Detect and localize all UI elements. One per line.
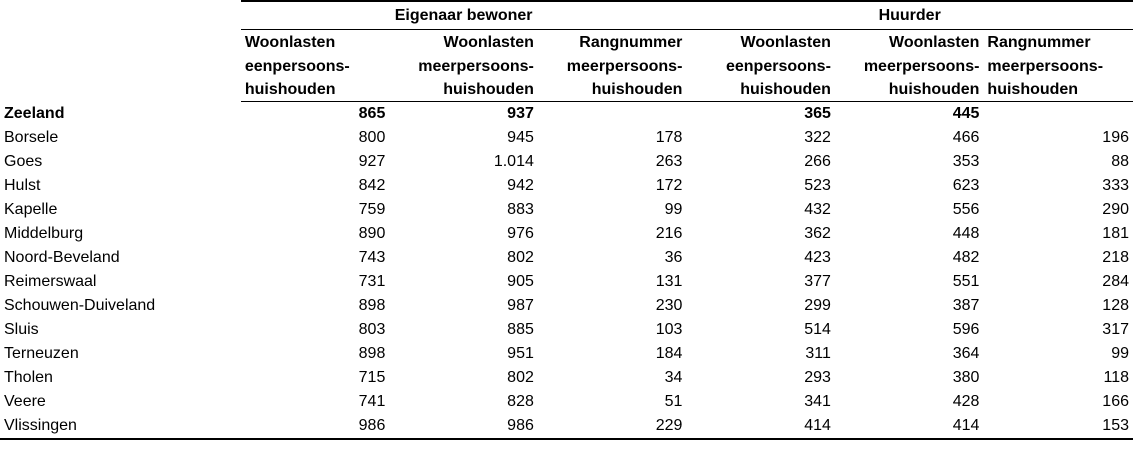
table-cell: 759 bbox=[358, 201, 386, 218]
row-label: Sluis bbox=[4, 321, 39, 338]
table-cell: 556 bbox=[952, 201, 980, 218]
table-cell: 216 bbox=[655, 225, 683, 242]
table-cell: 1.014 bbox=[493, 153, 534, 170]
table-cell: 898 bbox=[358, 297, 386, 314]
table-cell: 428 bbox=[952, 393, 980, 410]
table-cell: 88 bbox=[1111, 153, 1129, 170]
table-cell: 293 bbox=[804, 369, 831, 386]
total-row bbox=[0, 102, 1133, 127]
table-cell: 128 bbox=[1102, 297, 1129, 314]
col-header: huishouden bbox=[686, 78, 835, 102]
table-cell: 842 bbox=[358, 177, 386, 194]
table-cell: 333 bbox=[1102, 177, 1129, 194]
corner-cell bbox=[0, 1, 241, 30]
table-cell: 341 bbox=[804, 393, 831, 410]
table-row bbox=[0, 294, 1133, 318]
table-cell: 380 bbox=[952, 369, 980, 386]
table-cell: 387 bbox=[952, 297, 980, 314]
table-row bbox=[0, 270, 1133, 294]
row-label: Veere bbox=[4, 393, 46, 410]
table-cell: 266 bbox=[804, 153, 831, 170]
table-cell: 890 bbox=[358, 225, 386, 242]
table-cell: 715 bbox=[358, 369, 386, 386]
table-cell: 743 bbox=[358, 249, 386, 266]
table-cell: 299 bbox=[804, 297, 831, 314]
table-header bbox=[0, 1, 1133, 102]
table-cell: 596 bbox=[952, 321, 980, 338]
col-header: meerpersoons- bbox=[566, 57, 683, 75]
row-label: Schouwen-Duiveland bbox=[4, 297, 156, 314]
col-header: Woonlasten bbox=[740, 33, 831, 51]
table-cell: 937 bbox=[507, 105, 534, 122]
table-cell: 34 bbox=[664, 369, 683, 386]
table-row bbox=[0, 390, 1133, 414]
table-cell: 945 bbox=[507, 129, 534, 146]
row-label: Reimerswaal bbox=[4, 273, 97, 290]
table-cell: 448 bbox=[952, 225, 980, 242]
col-header: huishouden bbox=[835, 78, 984, 102]
col-header: Rangnummer bbox=[987, 33, 1091, 51]
table-cell: 290 bbox=[1102, 201, 1129, 218]
table-cell: 942 bbox=[507, 177, 534, 194]
table-cell: 927 bbox=[358, 153, 386, 170]
table-cell: 311 bbox=[805, 345, 831, 362]
table-cell: 423 bbox=[804, 249, 831, 266]
table-cell: 731 bbox=[358, 273, 386, 290]
table-cell: 181 bbox=[1102, 225, 1129, 242]
table-cell: 987 bbox=[507, 297, 534, 314]
row-label: Hulst bbox=[4, 177, 41, 194]
table-cell: 131 bbox=[655, 273, 683, 290]
table-cell: 317 bbox=[1102, 321, 1129, 338]
table-cell: 523 bbox=[804, 177, 831, 194]
group-renter: Huurder bbox=[686, 1, 1133, 30]
table-cell: 184 bbox=[655, 345, 683, 362]
table-cell: 802 bbox=[507, 369, 534, 386]
table-cell: 514 bbox=[804, 321, 831, 338]
table-cell: 153 bbox=[983, 414, 1133, 439]
col-header: eenpersoons- bbox=[244, 57, 350, 75]
row-label: Zeeland bbox=[4, 104, 65, 122]
table-cell: 263 bbox=[655, 153, 683, 170]
table-cell: 885 bbox=[507, 321, 534, 338]
col-header: huishouden bbox=[983, 78, 1133, 102]
row-label: Kapelle bbox=[4, 201, 58, 218]
table-cell: 322 bbox=[804, 129, 831, 146]
col-header: huishouden bbox=[389, 78, 538, 102]
table-cell: 482 bbox=[952, 249, 980, 266]
table-row bbox=[0, 414, 1133, 439]
table-cell: 905 bbox=[507, 273, 534, 290]
table-cell: 365 bbox=[804, 105, 831, 122]
table-row bbox=[0, 366, 1133, 390]
table-cell: 802 bbox=[507, 249, 534, 266]
table-cell: 364 bbox=[952, 345, 980, 362]
col-header: Woonlasten bbox=[443, 33, 534, 51]
table-cell: 898 bbox=[358, 345, 386, 362]
table-cell: 172 bbox=[655, 177, 683, 194]
table-cell: 986 bbox=[241, 414, 390, 439]
table-cell: 445 bbox=[952, 105, 980, 122]
table-cell: 883 bbox=[507, 201, 534, 218]
col-header: meerpersoons- bbox=[418, 57, 534, 75]
table-row bbox=[0, 318, 1133, 342]
row-label: Terneuzen bbox=[4, 345, 79, 362]
table-cell: 623 bbox=[952, 177, 980, 194]
group-owner: Eigenaar bewoner bbox=[241, 1, 687, 30]
table-cell bbox=[538, 102, 687, 127]
table-cell: 103 bbox=[655, 321, 683, 338]
col-header: eenpersoons- bbox=[725, 57, 831, 75]
row-label: Vlissingen bbox=[0, 414, 241, 439]
col-header: Woonlasten bbox=[244, 33, 336, 51]
row-label: Borsele bbox=[4, 129, 59, 146]
table-cell: 99 bbox=[1111, 345, 1129, 362]
table-cell bbox=[983, 102, 1133, 127]
table-cell: 414 bbox=[686, 414, 835, 439]
table-cell: 551 bbox=[952, 273, 980, 290]
col-header: meerpersoons- bbox=[987, 57, 1104, 75]
table-cell: 230 bbox=[655, 297, 683, 314]
row-label: Middelburg bbox=[4, 225, 84, 242]
table-cell: 828 bbox=[507, 393, 534, 410]
table-row bbox=[0, 150, 1133, 174]
table-cell: 986 bbox=[389, 414, 538, 439]
table-cell: 377 bbox=[804, 273, 831, 290]
table-cell: 741 bbox=[358, 393, 386, 410]
table-body bbox=[0, 102, 1133, 440]
table-row bbox=[0, 246, 1133, 270]
table-cell: 362 bbox=[804, 225, 831, 242]
table-cell: 466 bbox=[952, 129, 980, 146]
table-cell: 800 bbox=[358, 129, 386, 146]
table-cell: 166 bbox=[1102, 393, 1129, 410]
sub-header-row-3 bbox=[0, 78, 1133, 102]
table-cell: 803 bbox=[358, 321, 386, 338]
table-cell: 99 bbox=[664, 201, 683, 218]
col-header: meerpersoons- bbox=[863, 57, 980, 75]
sub-header-row-1 bbox=[0, 30, 1133, 54]
table-cell: 976 bbox=[507, 225, 534, 242]
table-row bbox=[0, 198, 1133, 222]
table-cell: 951 bbox=[507, 345, 534, 362]
table-cell: 414 bbox=[835, 414, 984, 439]
col-header: huishouden bbox=[241, 78, 390, 102]
row-label: Tholen bbox=[4, 369, 53, 386]
table-cell: 229 bbox=[538, 414, 687, 439]
table-cell: 178 bbox=[655, 129, 683, 146]
table-cell: 196 bbox=[1102, 129, 1129, 146]
table-row bbox=[0, 126, 1133, 150]
col-header: Rangnummer bbox=[579, 33, 683, 51]
table-row bbox=[0, 222, 1133, 246]
table-cell: 118 bbox=[1103, 369, 1129, 386]
sub-header-row-2 bbox=[0, 54, 1133, 78]
group-header-row bbox=[0, 1, 1133, 30]
table-cell: 865 bbox=[358, 105, 386, 122]
table-row bbox=[0, 342, 1133, 366]
row-label: Goes bbox=[4, 153, 43, 170]
table-cell: 353 bbox=[952, 153, 980, 170]
col-header: Woonlasten bbox=[889, 33, 980, 51]
table-cell: 432 bbox=[804, 201, 831, 218]
table-cell: 51 bbox=[664, 393, 683, 410]
table-cell: 218 bbox=[1102, 249, 1129, 266]
table-cell: 284 bbox=[1102, 273, 1129, 290]
row-label: Noord-Beveland bbox=[4, 249, 120, 266]
col-header: huishouden bbox=[538, 78, 687, 102]
table-cell: 36 bbox=[664, 249, 683, 266]
table-row bbox=[0, 174, 1133, 198]
